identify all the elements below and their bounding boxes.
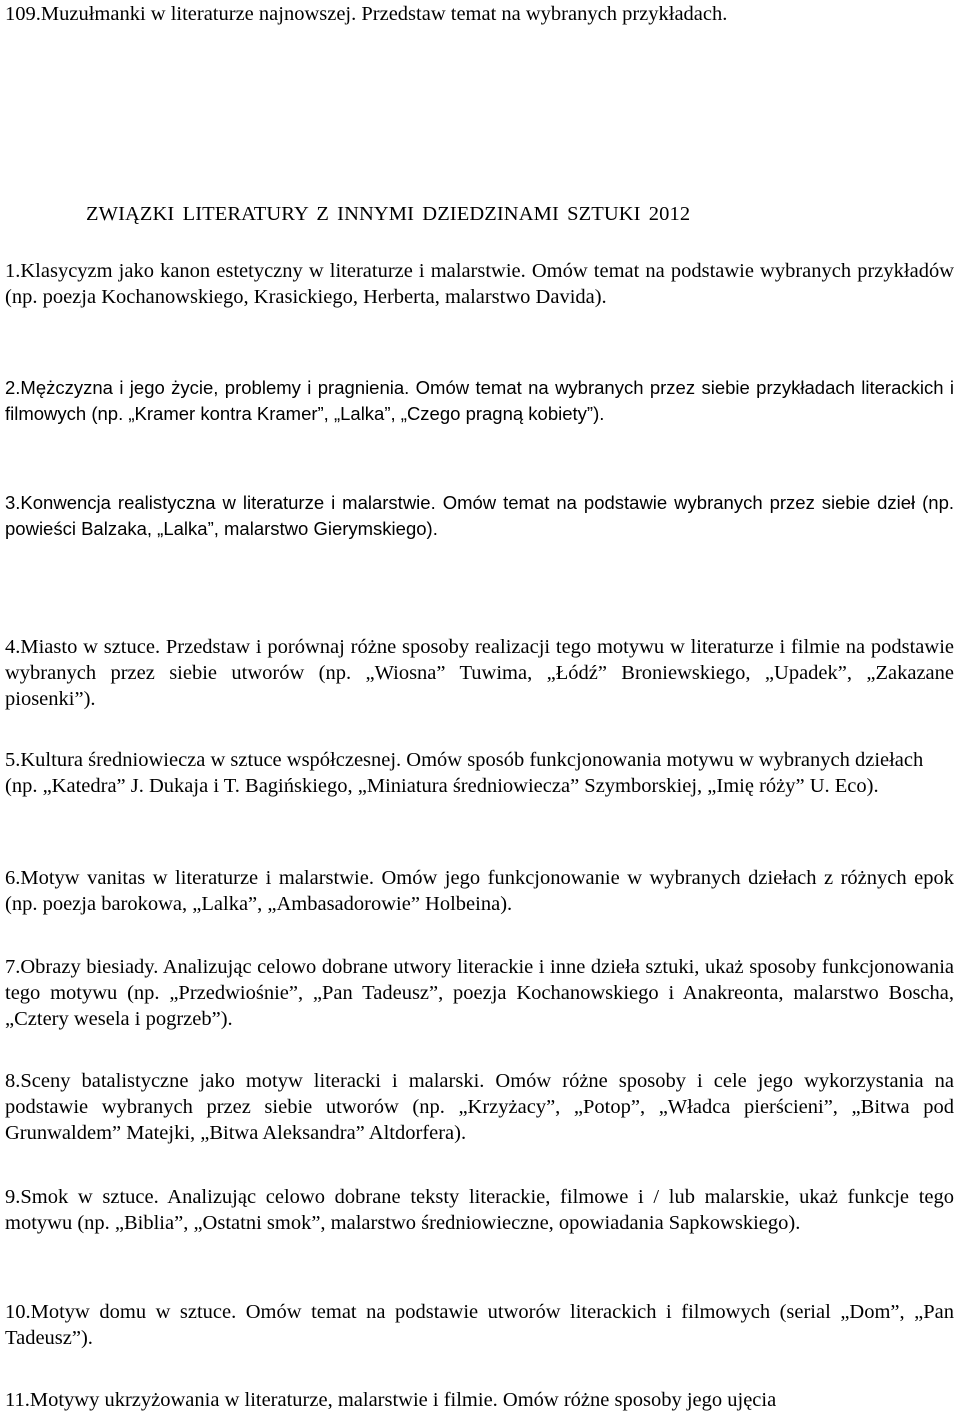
topic-item [5, 1068, 954, 1146]
topic-item [5, 258, 954, 310]
topic-item [5, 954, 954, 1032]
topic-item [5, 865, 954, 917]
topic-text: 10.Motyw domu w sztuce. Omów temat na podstawie utworów literackich i filmowych (serial „Dom”, „Pan Tadeusz”). [5, 1301, 954, 1349]
topic-text: 8.Sceny batalistyczne jako motyw literacki i malarski. Omów różne sposoby i cele jego wykorzystania na podstawie wybranych przez siebie utworów (np. „Krzyżacy”, „Potop”, „Władca pierścieni”, „Bitwa pod Grunwaldem” Matejki, „Bitwa Aleksandra” Altdorfera). [5, 1070, 954, 1144]
topic-text: 9.Smok w sztuce. Analizując celowo dobrane teksty literackie, filmowe i / lub malarskie, ukaż funkcje tego motywu (np. „Biblia”, „Ostatni smok”, malarstwo średniowieczne, opowiadania Sapkowskiego). [5, 1186, 954, 1234]
topic-text: 7.Obrazy biesiady. Analizując celowo dobrane utwory literackie i inne dzieła sztuki, ukaż sposoby funkcjonowania tego motywu (np. „Przedwiośnie”, „Pan Tadeusz”, poezja Kochanowskiego i Anakreonta, malarstwo Boscha, „Cztery wesela i pogrzeb”). [5, 956, 954, 1030]
topic-item [5, 1387, 954, 1413]
topic-item [5, 1184, 954, 1236]
topic-text: 11.Motywy ukrzyżowania w literaturze, malarstwie i filmie. Omów różne sposoby jego ujęcia [5, 1389, 777, 1411]
section-heading: ZWIĄZKI LITERATURY Z INNYMI DZIEDZINAMI SZTUKI 2012 [86, 203, 691, 225]
topic-text: 4.Miasto w sztuce. Przedstaw i porównaj różne sposoby realizacji tego motywu w literaturze i filmie na podstawie wybranych przez siebie utworów (np. „Wiosna” Tuwima, „Łódź” Broniewskiego, „Upadek”, „Zakazane piosenki”). [5, 636, 954, 710]
topic-text: 6.Motyw vanitas w literaturze i malarstwie. Omów jego funkcjonowanie w wybranych dziełach z różnych epok (np. poezja barokowa, „Lalka”, „Ambasadorowie” Holbeina). [5, 867, 954, 915]
topic-item [5, 1299, 954, 1351]
topic-text: 3.Konwencja realistyczna w literaturze i malarstwie. Omów temat na podstawie wybranych przez siebie dzieł (np. powieści Balzaka, „Lalka”, malarstwo Gierymskiego). [5, 492, 954, 539]
topic-item [5, 634, 954, 712]
previous-topic-line: 109.Muzułmanki w literaturze najnowszej. Przedstaw temat na wybranych przykładach. [5, 3, 728, 25]
topic-item [5, 375, 954, 427]
topic-text: 5.Kultura średniowiecza w sztuce współczesnej. Omów sposób funkcjonowania motywu w wybranych dziełach (np. „Katedra” J. Dukaja i T. Bagińskiego, „Miniatura średniowiecza” Szymborskiej, „Imię róży” U. Eco). [5, 749, 924, 797]
topic-item [5, 490, 954, 542]
topic-text: 1.Klasycyzm jako kanon estetyczny w literaturze i malarstwie. Omów temat na podstawie wybranych przykładów (np. poezja Kochanowskiego, Krasickiego, Herberta, malarstwo Davida). [5, 260, 954, 308]
topic-text: 2.Mężczyzna i jego życie, problemy i pragnienia. Omów temat na wybranych przez siebie przykładach literackich i filmowych (np. „Kramer kontra Kramer”, „Lalka”, „Czego pragną kobiety”). [5, 377, 954, 424]
topic-item [5, 747, 954, 799]
